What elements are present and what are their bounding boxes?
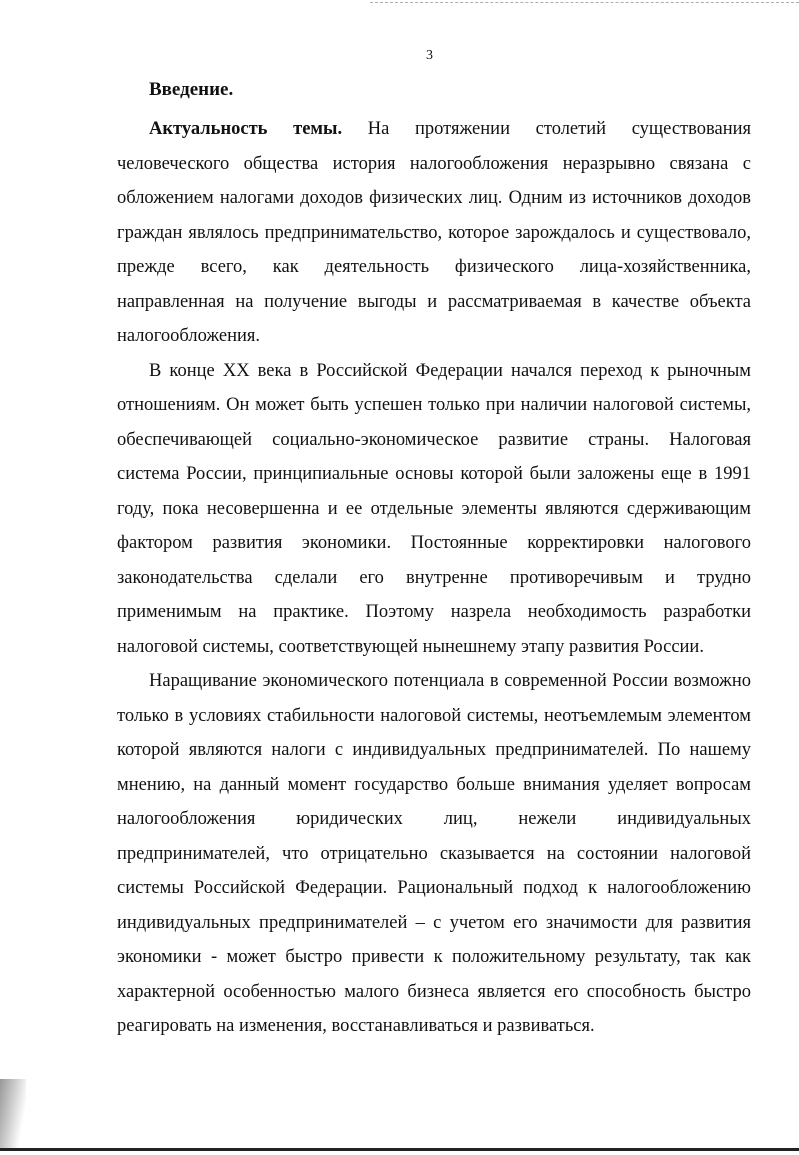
paragraph-relevance [117, 112, 751, 354]
scan-smudge [0, 1079, 26, 1149]
paragraph-market-transition: В конце XX века в Российской Федерации начался переход к рыночным отношениям. Он может быть успешен только при наличии налоговой системы, обеспечивающей социально-экономическое развитие страны. Налоговая система России, принципиальные основы которой были заложены еще в 1991 году, пока несовершенна и ее отдельные элементы являются сдерживающим фактором развития экономики. Постоянные корректировки налогового законодательства сделали его внутренне противоречивым и трудно применимым на практике. Поэтому назрела необходимость разработки налоговой системы, соответствующей нынешнему этапу развития России. [117, 360, 751, 657]
page-number: 3 [426, 48, 433, 63]
paragraph-lead: Актуальность темы. [149, 119, 343, 139]
paragraph-text: На протяжении столетий существования человеческого общества история налогообложения неразрывно связана с обложением налогами доходов физических лиц. Одним из источников доходов граждан являлось предпринимательство, которое зарождалось и существовало, прежде всего, как деятельность физического лица-хозяйственника, направленная на получение выгоды и рассматриваемая в качестве объекта налогообложения. [117, 119, 752, 346]
document-body [117, 78, 751, 1044]
scan-bottom-edge [0, 1148, 799, 1151]
section-heading: Введение. [149, 79, 234, 100]
paragraph-economic-potential: Наращивание экономического потенциала в современной России возможно только в условиях стабильности налоговой системы, неотъемлемым элементом которой являются налоги с индивидуальных предпринимателей. По нашему мнению, на данный момент государство больше внимания уделяет вопросам налогообложения юридических лиц, нежели индивидуальных предпринимателей, что отрицательно сказывается на состоянии налоговой системы Российской Федерации. Рациональный подход к налогообложению индивидуальных предпринимателей – с учетом его значимости для развития экономики - может быстро привести к положительному результату, так как характерной особенностью малого бизнеса является его способность быстро реагировать на изменения, восстанавливаться и развиваться. [117, 671, 751, 1036]
scan-top-edge [370, 2, 799, 3]
